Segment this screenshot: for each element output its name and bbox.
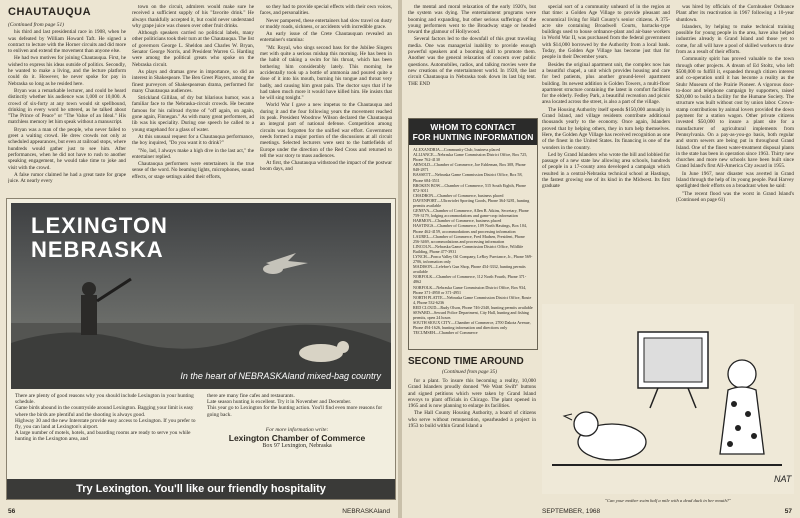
contact-entry: LYNCH—Ponca Valley Oil Company, LeRoy Purviance, Jr., Phone 569-2706, information only [413,253,533,265]
contact-entry: ALLIANCE—Nebraska Game Commission District Office, Box 725, Phone 762-4130 [413,152,528,163]
contact-entry: SOUTH SIOUX CITY—Chamber of Commerce, 2700 Dakota Avenue, Phone 494-1626, hunting information and directions only [413,320,531,331]
cartoon-drawing [542,304,794,494]
ad-paragraph: A large number of motels, hotels, and boarding rooms are ready to serve you while hunting in the Lexington area, and [15,430,191,443]
contact-entry: RED CLOUD—Rudy Olson, Phone 746-2340, hunting permits available [413,304,533,310]
paragraph: Although speakers carried no political labels, many other politicians took their turn at the Chautauqua. The list of governors George L. Sheldon and Charles W. Bryan, Senator George Norris, and President Warren G. Harding were among the political greats who spoke on the Nebraska circuit. [132,30,254,68]
paragraph: town on the circuit, admirers would make sure he received a sufficient supply of his "favorite drink." He always thankfully accepted it, but could never understand why grape juice was chosen over other fruit drinks. [132,4,254,29]
paragraph: Strickland Gillilan, of dry but hilarious humor, was a familiar face to the Nebraska-circuit crowds. He became famous for his railroad rhyme of "off again, on again, gone again, Finnegan." As with many great performers, ad lib was his speciality. During one speech he called to a young stagehand for a glass of water. [132,95,254,133]
heading-line: FOR HUNTING INFORMATION [412,132,534,142]
article-column-3 [260,4,392,194]
article-column-1 [8,22,126,194]
paragraph: Chautauqua performers were entertainers in the true sense of the word. No beaming lights, microphones, sound effects, or stage settings aided their efforts, [132,161,254,180]
ad-paragraph: Highway 30 and the new Interstate provide easy access to Lexington. If you prefer to fly, you can land at Lexington's airport. [15,417,196,431]
second-time-around-text [408,378,536,506]
ad-address: Box 97 Lexington, Nebraska [262,443,332,449]
section-heading-second-time-around: SECOND TIME AROUND [408,356,524,367]
ad-paragraph: This year go to Lexington for the hunting action. You'll find even more reasons for going back. [207,405,383,418]
continued-note: (Continued from page 35) [442,369,497,375]
paragraph: Community spirit has proved valuable to the town through other projects. A dream of Ed Stoltz, who left $500,000 to fulfill it, expanded through citizen interest and co-operation until it has become a reality as the Stuhr Museum of the Prairie Pioneer. A vigorous door-to-door and telephone campaign by supporters, raised $20,000 to build a facility for the Humane Society. The structure was built without cost by union labor. Crown-stamp contributions by animal lovers provided the down payment for a station wagon. Other private citizens invested $50,000 to insure a plant site for a manufacturer of agricultural implements from Pennsylvania. On a pay-as-you-go basis, both regular and storm sewers are being put in throughout Grand Island. One of the finest water-treatment disposal plants in the state has been in operation since 1963. Thirty new churches and more new schools have been built since Grand Island's first All-America City award in 1955. [676,56,794,170]
page-number-right: 57 [784,508,792,515]
ad-title-line1: LEXINGTON [31,213,168,238]
hunting-contacts-list [409,145,537,337]
cartoon-illustration [542,304,794,494]
paragraph: The Housing Authority itself spends $150,000 annually in Grand Island, and village residents contribute additional thousands yearly to the economy. Once again, Islanders proved that by helping others, they in turn help themselves. Here, the Golden Age Village has received recognition as one of the finest in the United States. Its financing is one of the wonders in the country. [542,106,670,151]
article-column-1 [408,4,536,114]
contact-entry: MADISON—Lefebre's Gun Shop, Phone 454-3332, hunting permits available [413,264,526,275]
contact-entry: LAUREL—Chamber of Commerce, Fred Madsen, President, Phone 256-3469, accommodations and processing information [413,233,525,244]
contact-entry: NORFOLK—Nebraska Game Commission District Office, Box 934, Phone 371-4950 or 371-4951 [413,284,527,295]
paragraph: He had two motives for joining Chautauqua. First, he wished to express his ideas outside of politics. Secondly, he wanted to make a living, and the lecture platform could do it. However, he never spoke for pay in Nebraska so long as he resided here. [8,55,126,87]
paragraph: As plays and dramas grew in importance, so did an interest in Shakespeare. The Ben Greet Players, among the finest purveyors of Shakespearean drama, performed for many Chautauqua audiences. [132,68,254,94]
article-column-3 [676,4,794,300]
contact-entry: GENEVA—Chamber of Commerce, Allen B. Atkins, Secretary, Phone 759-3179, lodging accommodations and game-crop information [413,208,529,219]
hunting-photo [11,203,391,389]
ad-body-right [207,393,387,418]
hunting-contacts-heading [409,119,537,145]
page-date: SEPTEMBER, 1968 [542,508,601,515]
ad-contact-box [207,427,387,449]
ad-photo-tagline: In the heart of NEBRASKAland mixed-bag country [180,371,381,381]
paragraph: Bryan was a man of the people, who never failed to greet a waiting crowd. He drew crowds not only at scheduled appearances, but even at railroad stops, where hundreds would gather just to see him. After performances, when he did not have to rush to another speaking engagement, he would take time to joke and visit with the crowd. [8,126,126,171]
paragraph: "Mr. Royal, who sings second bass for the Jubilee Singers met with quite a serious mishap this morning. He has been in the habit of taking a swim for his throat, which has been bothering him considerably lately. This morning he accidentally took up a bottle of ammonia and poured quite a dose of it into his mouth, burning his tongue and throat very badly, and causing him great pain. The doctor says that if he had taken much more it would have killed him. He insists that he will sing tonight." [260,44,392,102]
ad-body-left [15,393,200,443]
cartoon-caption: "Can your mother swim half a mile with a dead duck in her mouth?" [605,498,731,503]
continued-note: (Continued from page 51) [8,22,64,28]
ad-paragraph: Late season hunting is excellent. Try it in November and December. [207,399,352,406]
paragraph: special sort of a community unheard of in the region at that time: a Golden Age Village to provide pleasant and economical living for Hall County's senior citizens. A 375-acre site containing Broadwell Courts, barracks-type buildings used to house ordnance-plant and air-base workers in World War II, was purchased from the federal government with $14,000 borrowed by the Authority from a local bank. Today, the Golden Age Village has become just that for people in their December years. [542,4,670,61]
contact-entry: TECUMSEH—Chamber of Commerce [413,330,478,336]
right-page [402,0,800,518]
paragraph: A false rumor claimed he had a great taste for grape juice. At nearly every [8,171,126,185]
paragraph: "No, lad, I always make a high dive in the last act," the entertainer replied. [132,147,254,160]
footer-label: NEBRASKAland [342,508,390,515]
paragraph: At this unusual request for a Chautauqua performance, the boy inquired, "Do you want it to drink?" [132,133,254,147]
paragraph: Several factors led to the downfall of this great traveling media. One was managerial inability to provide enough powerful speakers and a booming skill to promote them. Another was the general relaxation of concern over public questions. Automobiles, radios, and talking movies were the new creations of the entertainment world. In 1928, the last circuit Chautauqua in Nebraska took down its last big tent. THE END [408,36,536,87]
contact-entry: HARMON—Chamber of Commerce, business placed [413,218,502,224]
contact-entry: NORTH PLATTE—Nebraska Game Commission District Office, Route 4, Phone 532-6236 [413,294,532,305]
paragraph: The Hall County Housing Authority, a board of citizens who serve without remuneration, spearheaded a project in 1953 to build within Grand Island a [408,410,536,430]
cartoonist-signature: NAT [774,474,792,484]
contact-entry: LINCOLN—Nebraska Game Commission District Office, Wildlife Building, Phone 477-3931 [413,243,524,254]
hunting-contacts-box [408,118,538,350]
paragraph: At first, the Chautauqua withstood the impact of the postwar boom days, and [260,160,392,173]
paragraph: An early issue of the Crete Chautauquan revealed an entertainer's stamina: [260,31,392,44]
paragraph: Led by Grand Islanders who wrote the bill and lobbied for passage of a new state law allowing area schools, hundreds of people in a 17-county area developed a campaign which resulted in a central-Nebraska technical school at Hastings, the fastest growing one of its kind in the Midwest. Its first graduate [542,151,670,190]
article-column-2 [132,4,254,194]
ad-paragraph: Game birds abound in the countryside around Lexington. Bagging your limit is easy where the birds are plentiful and the shooting is always good. [15,405,194,418]
paragraph: World War I gave a new impetus to the Chautauqua and during it and the four following years the movement reached its peak. President Woodrow Wilson declared the Chautauqua an integral part of national defense. Competition among circuits was forgotten for the unified war effort. Government needs formed a major portion of the discussions at all circuit meetings. Selected lecturers were sent to the battlefields of Europe under the direction of the Red Cross and returned to tell the war story to mass audiences. [260,102,392,159]
contact-entry: DAVENPORT—Ultraviolet Sporting Goods, Phone 364-3281, hunting permits available [413,197,530,209]
section-title: CHAUTAUQUA [8,6,92,18]
ad-paragraph: there are many fine cafes and restaurants. [207,393,295,399]
ad-paragraph: There are plenty of good reasons why you should include Lexington in your hunting schedule. [15,393,194,406]
contact-entry: SEWARD—Seward Police Department, City Hall, hunting and fishing permits, open 24 hours [413,310,529,321]
paragraph: "The recent flood was the worst in Grand Island's (Continued on page 61) [676,190,794,203]
contact-entry: HASTINGS—Chamber of Commerce, 109 North Hastings, Box 104, Phone 462-4159, accommodations and processing information [413,223,527,234]
heading-line: WHOM TO CONTACT [430,122,516,132]
paragraph: his third and last presidential race in 1908, when he was defeated by William Howard Taft. He signed a contract to lecture with the Horner circuits and did more to enliven and extend the movement than anyone else. [8,29,126,55]
contact-entry: ARNOLD—Chamber of Commerce, Joe Eshleman, Box 308, Phone 848-2871 [413,162,526,173]
paragraph: Bryan was a remarkable lecturer, and could be heard distinctly whether his audience was 1,000 or 10,000. A crowd of six-forty at any town would sit spellbound, drinking in every word he uttered, as he talked about "The Prince of Peace" or "The Value of an Ideal." His matchless memory let him speak without a manuscript. [8,87,126,126]
paragraph: for a plant. To insure this becoming a reality, 10,000 Grand Islanders proudly donned "We Want Swift" buttons and signed petitions which were taken by Grand Island envoys to plant officials in Chicago. The plant opened in 1965 and is now planning to enlarge its facilities. [408,378,536,410]
ad-chamber-name: Lexington Chamber of Commerce [228,433,366,443]
contact-entry: CHADRON—Chamber of Commerce, business placed [413,192,504,198]
paragraph: Islanders, by helping to make technical training possible for young people in the area, have also helped industries already in Grand Island and those yet to come, for all will have a pool of skilled workers to draw from as a result of their efforts. [676,23,794,56]
paragraph: the mental and moral relaxation of the early 1920's, but the system was dying. The entertainment programs were booming and expanding, but other serious sufferings of the young performers went to the Broadway stage or headed toward the glamour of Hollywood. [408,4,536,36]
page-number-left: 56 [8,508,16,515]
ad-footer-banner: Try Lexington. You'll like our friendly hospitality [7,479,395,499]
contact-entry: BASSETT—Nebraska Game Commission District Office, Box 58, Phone 684-3511 [413,172,523,183]
ad-info-line: For more information write: [265,427,329,433]
paragraph: Besides the original apartment unit, the complex now has a beautiful chapel, a unit which provides housing and care for bed patients, plus another ground-level apartment building. Its newest addition is Golden Towers, a multi-floor apartment structure containing the latest in comfort facilities for the elderly. Fedley Park, a beautiful recreation and picnic area located across the street, is also a part of the village. [542,61,670,106]
contact-entry: ALEXANDRIA—Community Club, business placed [413,147,501,152]
lexington-advertisement [6,198,396,500]
paragraph: so they had to provide special effects with their own voices, faces, and personalities. [260,4,392,17]
contact-entry: BROKEN BOW—Chamber of Commerce, 515 South Eighth, Phone 872-3011 [413,182,526,193]
paragraph: was hired by officials of the Cornhusker Ordnance Plant after its reactivation in 1967 following a 10-year shutdown. [676,4,794,23]
ad-title-line2: NEBRASKA [31,237,164,262]
contact-entry: NORFOLK—Chamber of Commerce, 112 North Fourth, Phone 371-4862 [413,274,527,285]
left-page [0,0,398,518]
paragraph: Never pampered, these entertainers had slow travel on dusty or muddy roads, sickness, or accidents with incredible grace. [260,17,392,30]
article-column-2 [542,4,670,300]
paragraph: In June 1967, near disaster was averted in Grand Island through the help of its young people. Paul Harvey spotlighted their efforts on a broadcast when he said: [676,170,794,190]
